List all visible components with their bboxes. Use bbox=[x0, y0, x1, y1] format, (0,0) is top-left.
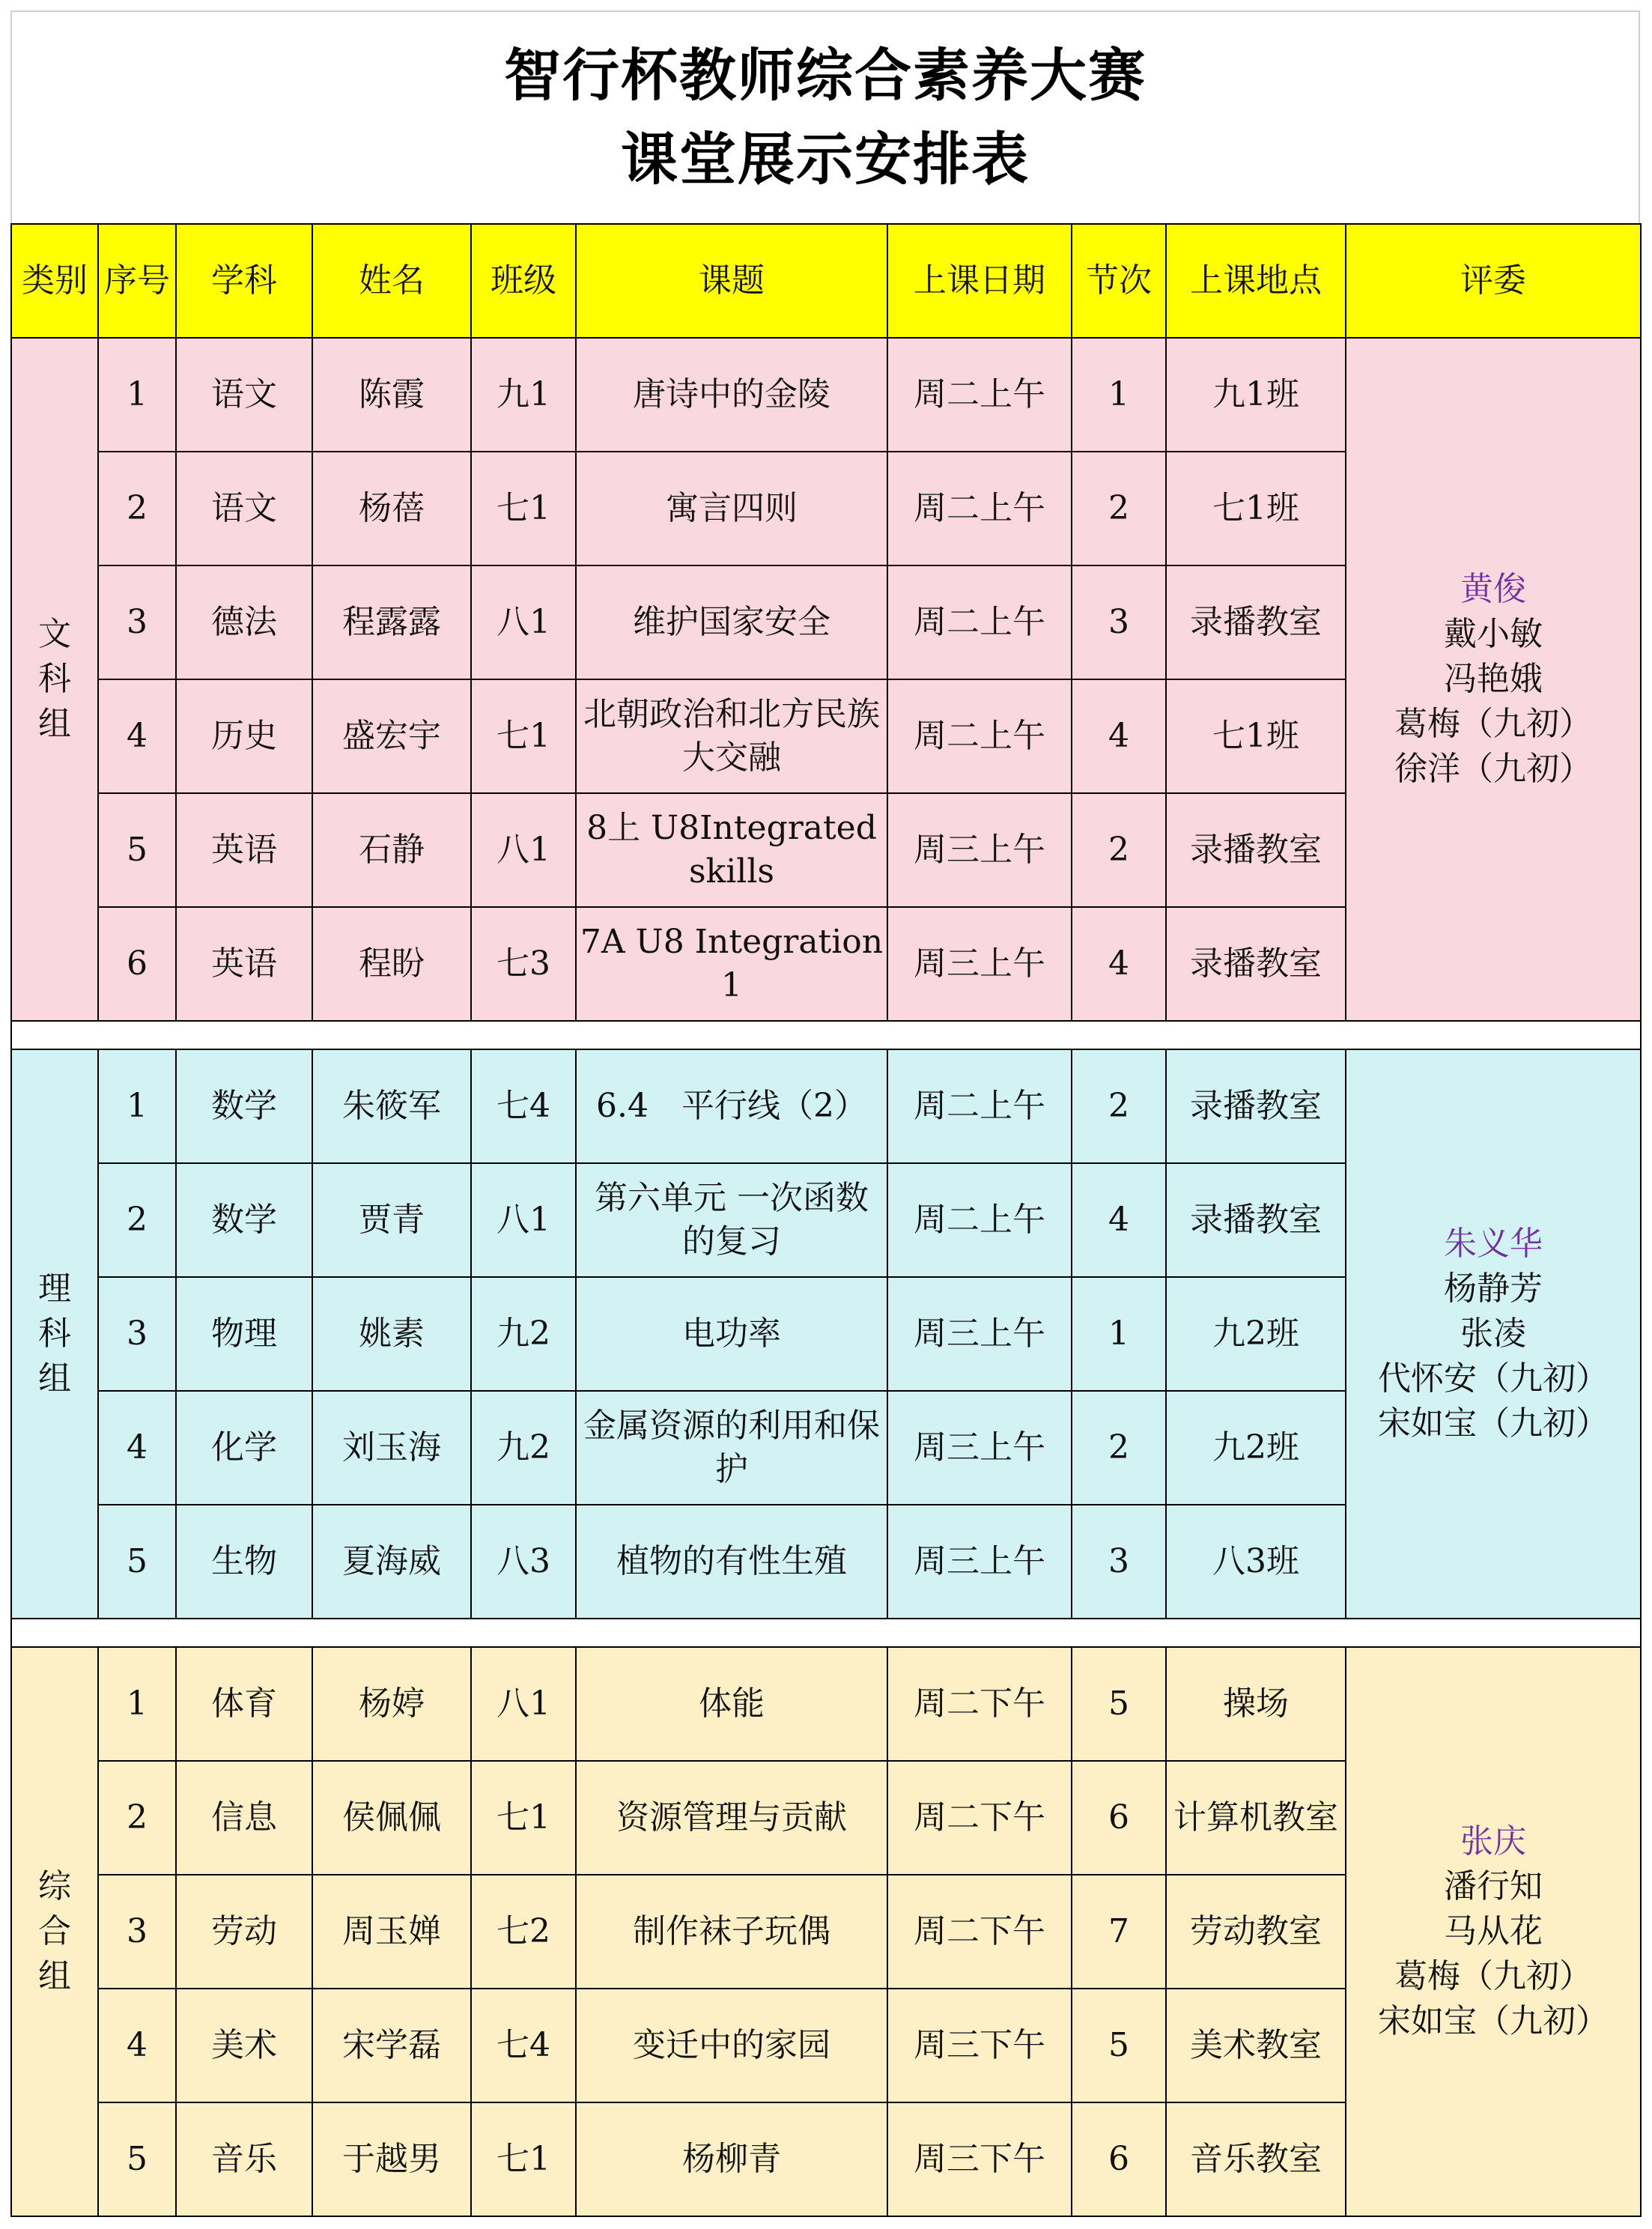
category-char: 科 bbox=[38, 1314, 71, 1353]
table-row bbox=[11, 338, 1641, 452]
topic-cell: 金属资源的利用和保护 bbox=[576, 1391, 887, 1505]
subject-cell: 音乐 bbox=[176, 2102, 312, 2216]
row-number: 1 bbox=[98, 338, 176, 452]
date-cell: 周二上午 bbox=[887, 1049, 1072, 1163]
header-date: 上课日期 bbox=[887, 224, 1072, 338]
category-comprehensive bbox=[11, 1647, 98, 2216]
date-cell: 周二上午 bbox=[887, 452, 1072, 565]
place-cell: 录播教室 bbox=[1166, 565, 1346, 679]
class-cell: 八3 bbox=[471, 1505, 576, 1619]
place-cell: 九1班 bbox=[1166, 338, 1346, 452]
category-char: 综 bbox=[38, 1867, 71, 1905]
topic-cell: 维护国家安全 bbox=[576, 565, 887, 679]
date-cell: 周三下午 bbox=[887, 1989, 1072, 2102]
category-char: 理 bbox=[38, 1270, 71, 1308]
row-number: 4 bbox=[98, 1391, 176, 1505]
group-separator bbox=[11, 1619, 1641, 1647]
topic-cell: 8上 U8Integrated skills bbox=[576, 793, 887, 907]
place-cell: 音乐教室 bbox=[1166, 2102, 1346, 2216]
teacher-name: 盛宏宇 bbox=[312, 679, 471, 793]
separator-cell bbox=[11, 1021, 1641, 1049]
date-cell: 周三上午 bbox=[887, 907, 1072, 1021]
category-char: 合 bbox=[38, 1912, 71, 1950]
header-topic: 课题 bbox=[576, 224, 887, 338]
place-cell: 九2班 bbox=[1166, 1391, 1346, 1505]
class-cell: 七2 bbox=[471, 1875, 576, 1989]
subject-cell: 信息 bbox=[176, 1761, 312, 1875]
judge-name: 张凌 bbox=[1460, 1314, 1526, 1353]
subject-cell: 数学 bbox=[176, 1049, 312, 1163]
row-number: 3 bbox=[98, 1875, 176, 1989]
row-number: 4 bbox=[98, 679, 176, 793]
topic-cell: 寓言四则 bbox=[576, 452, 887, 565]
teacher-name: 周玉婵 bbox=[312, 1875, 471, 1989]
subject-cell: 英语 bbox=[176, 907, 312, 1021]
header-category: 类别 bbox=[11, 224, 98, 338]
class-cell: 九1 bbox=[471, 338, 576, 452]
subject-cell: 语文 bbox=[176, 338, 312, 452]
main-title: 智行杯教师综合素养大赛 bbox=[504, 42, 1147, 109]
judges-liberal-arts bbox=[1346, 338, 1641, 1021]
table-row bbox=[11, 1647, 1641, 1761]
row-number: 1 bbox=[98, 1647, 176, 1761]
category-char: 文 bbox=[38, 615, 71, 653]
table-row bbox=[11, 1049, 1641, 1163]
period-cell: 2 bbox=[1072, 793, 1166, 907]
subject-cell: 德法 bbox=[176, 565, 312, 679]
header-subject: 学科 bbox=[176, 224, 312, 338]
schedule-table bbox=[10, 223, 1642, 2217]
period-cell: 1 bbox=[1072, 338, 1166, 452]
row-number: 1 bbox=[98, 1049, 176, 1163]
header-judges: 评委 bbox=[1346, 224, 1641, 338]
judge-name: 杨静芳 bbox=[1444, 1270, 1543, 1308]
period-cell: 1 bbox=[1072, 1277, 1166, 1391]
date-cell: 周三上午 bbox=[887, 793, 1072, 907]
date-cell: 周二下午 bbox=[887, 1761, 1072, 1875]
teacher-name: 程露露 bbox=[312, 565, 471, 679]
period-cell: 2 bbox=[1072, 1391, 1166, 1505]
class-cell: 九2 bbox=[471, 1277, 576, 1391]
period-cell: 2 bbox=[1072, 452, 1166, 565]
subject-cell: 物理 bbox=[176, 1277, 312, 1391]
place-cell: 录播教室 bbox=[1166, 907, 1346, 1021]
title-block bbox=[10, 10, 1640, 223]
header-class: 班级 bbox=[471, 224, 576, 338]
period-cell: 4 bbox=[1072, 679, 1166, 793]
teacher-name: 朱筱军 bbox=[312, 1049, 471, 1163]
class-cell: 七3 bbox=[471, 907, 576, 1021]
header-row bbox=[11, 224, 1641, 338]
judges-comprehensive bbox=[1346, 1647, 1641, 2216]
date-cell: 周二下午 bbox=[887, 1647, 1072, 1761]
period-cell: 7 bbox=[1072, 1875, 1166, 1989]
teacher-name: 姚素 bbox=[312, 1277, 471, 1391]
category-char: 科 bbox=[38, 660, 71, 698]
period-cell: 6 bbox=[1072, 2102, 1166, 2216]
teacher-name: 杨婷 bbox=[312, 1647, 471, 1761]
group-separator bbox=[11, 1021, 1641, 1049]
teacher-name: 程盼 bbox=[312, 907, 471, 1021]
date-cell: 周二上午 bbox=[887, 565, 1072, 679]
category-science bbox=[11, 1049, 98, 1619]
judges-science bbox=[1346, 1049, 1641, 1619]
date-cell: 周三上午 bbox=[887, 1505, 1072, 1619]
period-cell: 4 bbox=[1072, 907, 1166, 1021]
date-cell: 周三下午 bbox=[887, 2102, 1072, 2216]
judge-name: 葛梅（九初） bbox=[1394, 1957, 1592, 1995]
topic-cell: 第六单元 一次函数的复习 bbox=[576, 1163, 887, 1277]
category-char: 组 bbox=[38, 1359, 71, 1398]
topic-cell: 电功率 bbox=[576, 1277, 887, 1391]
place-cell: 九2班 bbox=[1166, 1277, 1346, 1391]
topic-cell: 7A U8 Integration 1 bbox=[576, 907, 887, 1021]
class-cell: 八1 bbox=[471, 1163, 576, 1277]
subject-cell: 历史 bbox=[176, 679, 312, 793]
teacher-name: 侯佩佩 bbox=[312, 1761, 471, 1875]
row-number: 2 bbox=[98, 452, 176, 565]
row-number: 3 bbox=[98, 1277, 176, 1391]
topic-cell: 制作袜子玩偶 bbox=[576, 1875, 887, 1989]
place-cell: 录播教室 bbox=[1166, 1049, 1346, 1163]
header-name: 姓名 bbox=[312, 224, 471, 338]
period-cell: 3 bbox=[1072, 565, 1166, 679]
class-cell: 七4 bbox=[471, 1049, 576, 1163]
row-number: 4 bbox=[98, 1989, 176, 2102]
teacher-name: 夏海威 bbox=[312, 1505, 471, 1619]
subject-cell: 体育 bbox=[176, 1647, 312, 1761]
header-number: 序号 bbox=[98, 224, 176, 338]
judge-name: 葛梅（九初） bbox=[1394, 705, 1592, 743]
judge-name: 潘行知 bbox=[1444, 1867, 1543, 1905]
judge-name: 冯艳娥 bbox=[1444, 660, 1543, 698]
place-cell: 录播教室 bbox=[1166, 1163, 1346, 1277]
class-cell: 八1 bbox=[471, 793, 576, 907]
class-cell: 七1 bbox=[471, 2102, 576, 2216]
category-char: 组 bbox=[38, 705, 71, 743]
date-cell: 周二上午 bbox=[887, 338, 1072, 452]
judge-name: 宋如宝（九初） bbox=[1378, 2002, 1609, 2040]
header-place: 上课地点 bbox=[1166, 224, 1346, 338]
date-cell: 周二上午 bbox=[887, 679, 1072, 793]
topic-cell: 6.4 平行线（2） bbox=[576, 1049, 887, 1163]
place-cell: 美术教室 bbox=[1166, 1989, 1346, 2102]
subject-cell: 劳动 bbox=[176, 1875, 312, 1989]
class-cell: 七1 bbox=[471, 679, 576, 793]
teacher-name: 贾青 bbox=[312, 1163, 471, 1277]
place-cell: 七1班 bbox=[1166, 452, 1346, 565]
period-cell: 4 bbox=[1072, 1163, 1166, 1277]
sub-title: 课堂展示安排表 bbox=[621, 126, 1030, 192]
place-cell: 录播教室 bbox=[1166, 793, 1346, 907]
place-cell: 操场 bbox=[1166, 1647, 1346, 1761]
place-cell: 七1班 bbox=[1166, 679, 1346, 793]
judge-name: 马从花 bbox=[1444, 1912, 1543, 1950]
row-number: 2 bbox=[98, 1761, 176, 1875]
row-number: 3 bbox=[98, 565, 176, 679]
period-cell: 5 bbox=[1072, 1989, 1166, 2102]
teacher-name: 刘玉海 bbox=[312, 1391, 471, 1505]
place-cell: 八3班 bbox=[1166, 1505, 1346, 1619]
place-cell: 劳动教室 bbox=[1166, 1875, 1346, 1989]
row-number: 5 bbox=[98, 793, 176, 907]
topic-cell: 变迁中的家园 bbox=[576, 1989, 887, 2102]
place-cell: 计算机教室 bbox=[1166, 1761, 1346, 1875]
topic-cell: 植物的有性生殖 bbox=[576, 1505, 887, 1619]
header-period: 节次 bbox=[1072, 224, 1166, 338]
category-char: 组 bbox=[38, 1957, 71, 1995]
topic-cell: 资源管理与贡献 bbox=[576, 1761, 887, 1875]
topic-cell: 北朝政治和北方民族大交融 bbox=[576, 679, 887, 793]
judge-name: 徐洋（九初） bbox=[1394, 750, 1592, 788]
subject-cell: 英语 bbox=[176, 793, 312, 907]
class-cell: 八1 bbox=[471, 1647, 576, 1761]
topic-cell: 杨柳青 bbox=[576, 2102, 887, 2216]
lead-judge: 黄俊 bbox=[1460, 570, 1526, 608]
teacher-name: 于越男 bbox=[312, 2102, 471, 2216]
row-number: 5 bbox=[98, 1505, 176, 1619]
date-cell: 周二上午 bbox=[887, 1163, 1072, 1277]
lead-judge: 朱义华 bbox=[1444, 1225, 1543, 1263]
class-cell: 八1 bbox=[471, 565, 576, 679]
class-cell: 七4 bbox=[471, 1989, 576, 2102]
period-cell: 2 bbox=[1072, 1049, 1166, 1163]
teacher-name: 宋学磊 bbox=[312, 1989, 471, 2102]
subject-cell: 化学 bbox=[176, 1391, 312, 1505]
period-cell: 3 bbox=[1072, 1505, 1166, 1619]
period-cell: 6 bbox=[1072, 1761, 1166, 1875]
row-number: 6 bbox=[98, 907, 176, 1021]
lead-judge: 张庆 bbox=[1460, 1822, 1526, 1860]
period-cell: 5 bbox=[1072, 1647, 1166, 1761]
topic-cell: 唐诗中的金陵 bbox=[576, 338, 887, 452]
judge-name: 宋如宝（九初） bbox=[1378, 1404, 1609, 1443]
teacher-name: 陈霞 bbox=[312, 338, 471, 452]
row-number: 2 bbox=[98, 1163, 176, 1277]
teacher-name: 石静 bbox=[312, 793, 471, 907]
subject-cell: 美术 bbox=[176, 1989, 312, 2102]
judge-name: 代怀安（九初） bbox=[1378, 1359, 1609, 1398]
date-cell: 周三上午 bbox=[887, 1277, 1072, 1391]
teacher-name: 杨蓓 bbox=[312, 452, 471, 565]
subject-cell: 生物 bbox=[176, 1505, 312, 1619]
schedule-sheet bbox=[10, 10, 1640, 2217]
separator-cell bbox=[11, 1619, 1641, 1647]
subject-cell: 数学 bbox=[176, 1163, 312, 1277]
date-cell: 周二下午 bbox=[887, 1875, 1072, 1989]
judge-name: 戴小敏 bbox=[1444, 615, 1543, 653]
date-cell: 周三上午 bbox=[887, 1391, 1072, 1505]
class-cell: 九2 bbox=[471, 1391, 576, 1505]
category-liberal-arts bbox=[11, 338, 98, 1021]
class-cell: 七1 bbox=[471, 1761, 576, 1875]
subject-cell: 语文 bbox=[176, 452, 312, 565]
class-cell: 七1 bbox=[471, 452, 576, 565]
row-number: 5 bbox=[98, 2102, 176, 2216]
topic-cell: 体能 bbox=[576, 1647, 887, 1761]
